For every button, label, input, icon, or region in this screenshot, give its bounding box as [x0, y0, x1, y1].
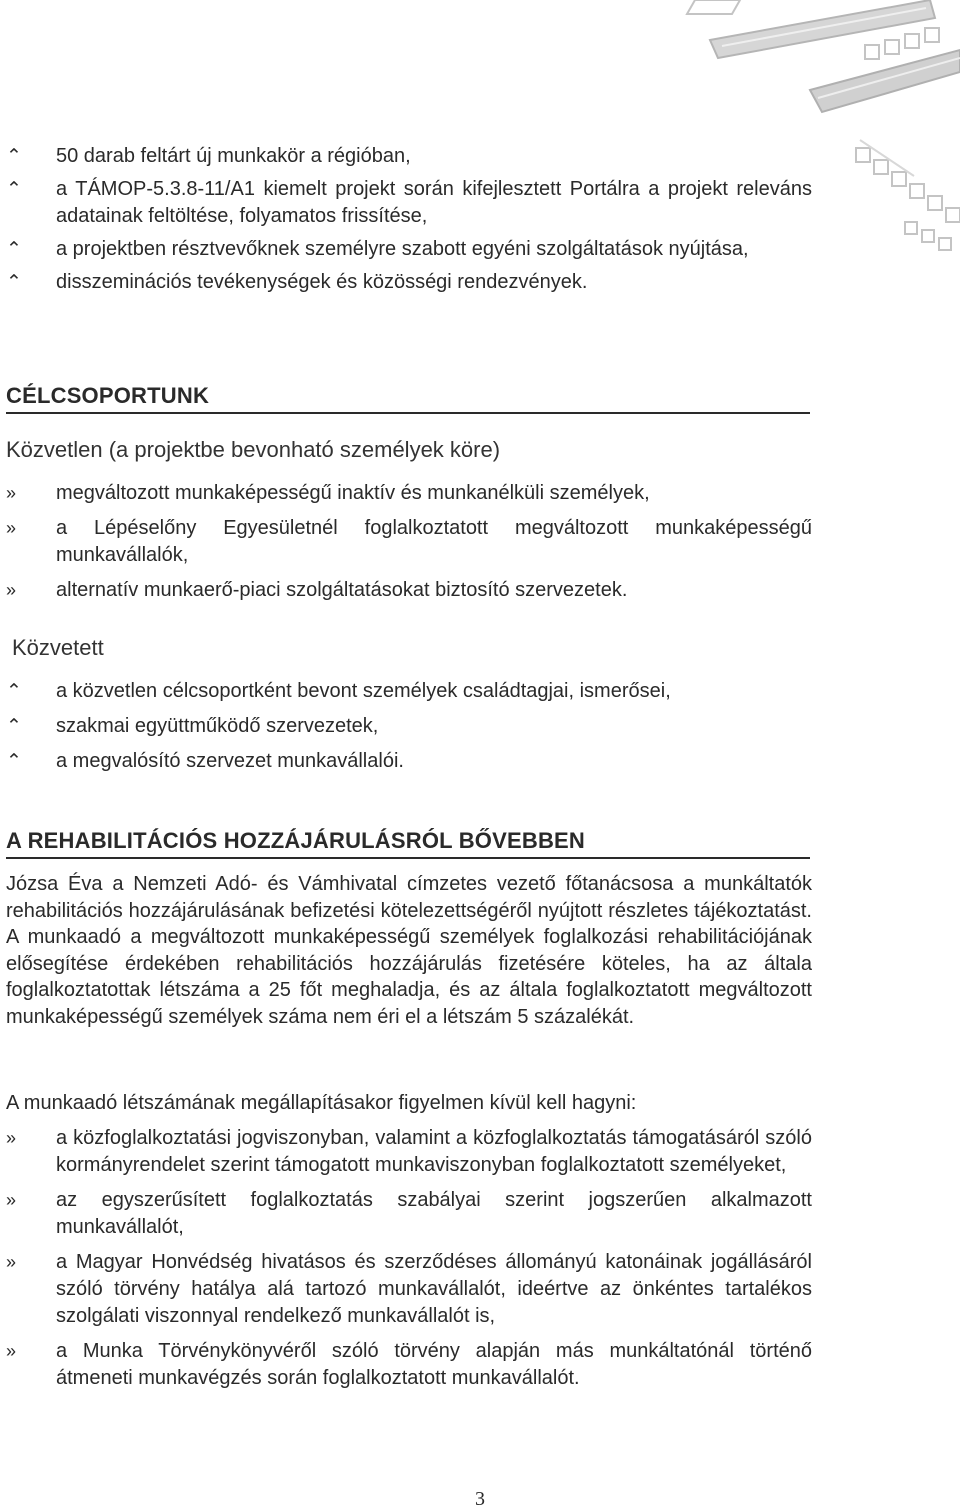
- rehab-paragraph-block: [6, 871, 812, 1031]
- list-item: » a közfoglalkoztatási jogviszonyban, valamint a közfoglalkoztatás támogatásáról szóló kormányrendelet szerint támogatott munkaviszonyban foglalkoztatott személyeket,: [6, 1127, 812, 1176]
- indirect-group-list: [6, 678, 812, 775]
- list-item: ⌃ a TÁMOP-5.3.8-11/A1 kiemelt projekt során kifejlesztett Portálra a projekt releváns adatainak feltöltése, folyamatos frissítése,: [6, 178, 812, 227]
- caret-marker-icon: ⌃: [6, 716, 22, 737]
- section-divider: [6, 857, 810, 859]
- caret-marker-icon: ⌃: [6, 239, 22, 260]
- rehab-intro-block: [6, 1090, 812, 1117]
- list-item: » a Munka Törvénykönyvéről szóló törvény alapján más munkáltatónál történő átmeneti munkavégzés során foglalkoztatott munkavállalót.: [6, 1340, 812, 1389]
- list-item: ⌃ a közvetlen célcsoportként bevont személyek családtagjai, ismerősei,: [6, 678, 812, 705]
- list-item: ⌃ a projektben résztvevőknek személyre szabott egyéni szolgáltatások nyújtása,: [6, 236, 812, 263]
- section-title-target-groups: CÉLCSOPORTUNK: [6, 383, 210, 408]
- caret-marker-icon: ⌃: [6, 272, 22, 293]
- top-bullet-list: [6, 143, 812, 296]
- list-item: » az egyszerűsített foglalkoztatás szabályai szerint jogszerűen alkalmazott munkavállalót,: [6, 1189, 812, 1238]
- indirect-group-heading: Közvetett: [12, 635, 104, 660]
- caret-marker-icon: ⌃: [6, 179, 22, 200]
- list-item: ⌃ 50 darab feltárt új munkakör a régióban,: [6, 143, 812, 170]
- section-title-rehab-contribution: A REHABILITÁCIÓS HOZZÁJÁRULÁSRÓL BŐVEBBEN: [6, 828, 585, 853]
- list-item: » alternatív munkaerő-piaci szolgáltatásokat biztosító szervezetek.: [6, 577, 812, 604]
- rehab-exclusion-list-block: [6, 1125, 812, 1392]
- direct-group-heading: Közvetlen (a projektbe bevonható személyek köre): [6, 437, 501, 462]
- section-divider: [6, 412, 810, 414]
- guillemet-marker-icon: »: [6, 1128, 17, 1148]
- guillemet-marker-icon: »: [6, 1341, 17, 1361]
- guillemet-marker-icon: »: [6, 580, 17, 600]
- caret-marker-icon: ⌃: [6, 751, 22, 772]
- direct-group-list: [6, 480, 812, 604]
- rehab-intro: A munkaadó létszámának megállapításakor figyelmen kívül kell hagyni:: [6, 1092, 637, 1114]
- list-item: ⌃ a megvalósító szervezet munkavállalói.: [6, 748, 812, 775]
- list-item: ⌃ disszeminációs tevékenységek és közösségi rendezvények.: [6, 269, 812, 296]
- list-item: » a Magyar Honvédség hivatásos és szerződéses állományú katonáinak jogállásáról szóló törvény hatálya alá tartozó munkavállalót, ideértve az önkéntes tartalékos szolgálati viszonnyal rendelkező munkavállalót is,: [6, 1251, 812, 1327]
- list-item: » megváltozott munkaképességű inaktív és munkanélküli személyek,: [6, 480, 812, 507]
- list-item: » a Lépéselőny Egyesületnél foglalkoztatott megváltozott munkaképességű munkavállalók,: [6, 517, 812, 566]
- guillemet-marker-icon: »: [6, 518, 17, 538]
- guillemet-marker-icon: »: [6, 1190, 17, 1210]
- indirect-group-list-block: [6, 678, 812, 775]
- caret-marker-icon: ⌃: [6, 146, 22, 167]
- top-bullet-list-block: [6, 143, 812, 296]
- list-item: ⌃ szakmai együttműködő szervezetek,: [6, 713, 812, 740]
- guillemet-marker-icon: »: [6, 483, 17, 503]
- caret-marker-icon: ⌃: [6, 681, 22, 702]
- page-number: 3: [475, 1488, 485, 1510]
- rehab-paragraph: Józsa Éva a Nemzeti Adó- és Vámhivatal címzetes vezető főtanácsosa a munkáltatók rehabilitációs hozzájárulásának befizetési kötelezettségéről nyújtott részletes tájékoztatást. A munkaadó a megváltozott munkaképességű személyek foglalkozási rehabilitációjának elősegítése érdekében rehabilitációs hozzájárulás fizetésére köteles, ha az általa foglalkoztatottak létszáma a 25 főt meghaladja, és az általa foglalkoztatott megváltozott munkaképességű személyek száma nem éri el a létszám 5 százalékát.: [6, 873, 812, 1028]
- direct-group-list-block: [6, 480, 812, 604]
- guillemet-marker-icon: »: [6, 1252, 17, 1272]
- rehab-exclusion-list: [6, 1125, 812, 1392]
